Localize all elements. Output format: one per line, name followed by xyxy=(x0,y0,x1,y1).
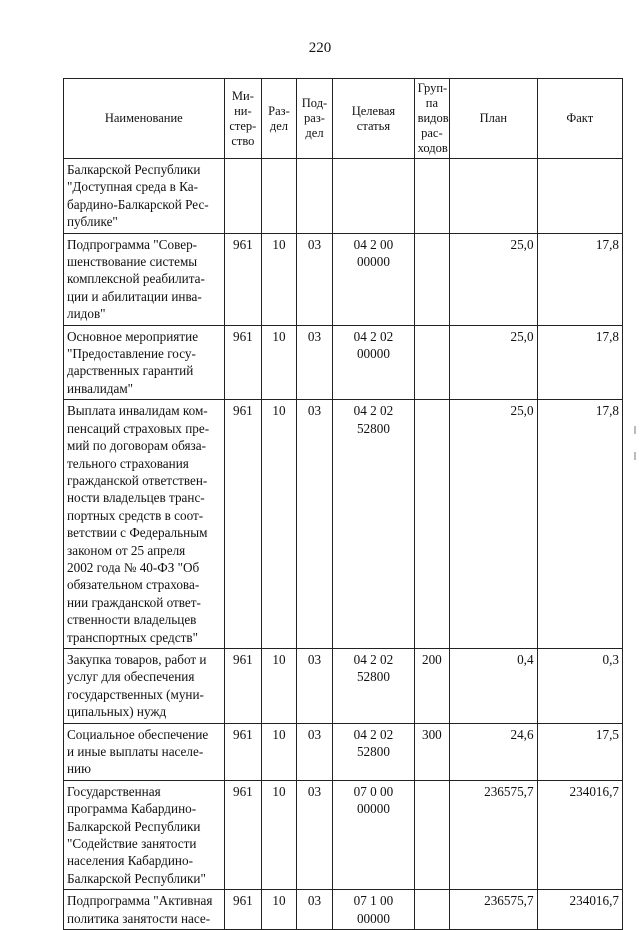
table-row xyxy=(64,400,623,649)
cell-fact: 234016,7 xyxy=(537,780,622,889)
table-row xyxy=(64,325,623,400)
header-fact: Факт xyxy=(537,79,622,159)
cell-group xyxy=(414,159,450,234)
cell-name: Основное мероприятие "Предоставление госу- дарственных гарантий инвалидам" xyxy=(64,325,225,400)
cell-plan: 25,0 xyxy=(450,233,537,325)
cell-target: 07 0 00 00000 xyxy=(333,780,414,889)
budget-table xyxy=(63,78,623,930)
cell-fact: 234016,7 xyxy=(537,890,622,930)
cell-plan xyxy=(450,159,537,234)
cell-subsection: 03 xyxy=(296,400,333,649)
cell-plan: 236575,7 xyxy=(450,780,537,889)
header-target: Целевая статья xyxy=(333,79,414,159)
cell-subsection: 03 xyxy=(296,890,333,930)
header-section: Раз- дел xyxy=(262,79,297,159)
cell-section: 10 xyxy=(262,723,297,780)
table-body xyxy=(64,159,623,930)
cell-name: Выплата инвалидам ком- пенсаций страховых пре- мий по договорам обяза- тельного страхования гражданской ответствен- ности владельцев транс- портных средств в соот- ветствии с Федеральным законом от 25 апреля 2002 года № 40-ФЗ "Об обязательном страхова- нии гражданской ответ- ственности владельцев транспортных средств" xyxy=(64,400,225,649)
cell-target: 04 2 02 52800 xyxy=(333,400,414,649)
table-row xyxy=(64,723,623,780)
scan-mark xyxy=(634,426,636,434)
page-number: 220 xyxy=(308,40,332,56)
cell-name: Закупка товаров, работ и услуг для обеспечения государственных (муни- ципальных) нужд xyxy=(64,648,225,723)
cell-target xyxy=(333,159,414,234)
header-name: Наименование xyxy=(64,79,225,159)
cell-group xyxy=(414,325,450,400)
header-plan: План xyxy=(450,79,537,159)
cell-group: 200 xyxy=(414,648,450,723)
cell-ministry: 961 xyxy=(224,325,262,400)
cell-name: Социальное обеспечение и иные выплаты населе- нию xyxy=(64,723,225,780)
cell-subsection: 03 xyxy=(296,723,333,780)
cell-fact: 17,8 xyxy=(537,325,622,400)
cell-subsection: 03 xyxy=(296,780,333,889)
cell-section: 10 xyxy=(262,648,297,723)
cell-subsection: 03 xyxy=(296,233,333,325)
cell-plan: 25,0 xyxy=(450,325,537,400)
header-row xyxy=(64,79,623,159)
cell-group xyxy=(414,780,450,889)
cell-ministry: 961 xyxy=(224,400,262,649)
header-group: Груп- па видов рас- ходов xyxy=(414,79,450,159)
cell-subsection: 03 xyxy=(296,648,333,723)
table-row xyxy=(64,890,623,930)
cell-subsection: 03 xyxy=(296,325,333,400)
cell-section: 10 xyxy=(262,325,297,400)
cell-section: 10 xyxy=(262,400,297,649)
table-row xyxy=(64,780,623,889)
cell-name: Подпрограмма "Совер- шенствование системы комплексной реабилита- ции и абилитации инва- лидов" xyxy=(64,233,225,325)
header-subsection: Под- раз- дел xyxy=(296,79,333,159)
cell-fact: 17,8 xyxy=(537,400,622,649)
cell-fact: 17,5 xyxy=(537,723,622,780)
cell-target: 07 1 00 00000 xyxy=(333,890,414,930)
cell-plan: 0,4 xyxy=(450,648,537,723)
cell-fact xyxy=(537,159,622,234)
cell-target: 04 2 02 00000 xyxy=(333,325,414,400)
cell-group xyxy=(414,400,450,649)
cell-section: 10 xyxy=(262,890,297,930)
cell-target: 04 2 00 00000 xyxy=(333,233,414,325)
cell-section: 10 xyxy=(262,233,297,325)
cell-section xyxy=(262,159,297,234)
cell-plan: 236575,7 xyxy=(450,890,537,930)
cell-target: 04 2 02 52800 xyxy=(333,723,414,780)
cell-name: Подпрограмма "Активная политика занятости насе- xyxy=(64,890,225,930)
cell-name: Балкарской Республики "Доступная среда в Ка- бардино-Балкарской Рес- публике" xyxy=(64,159,225,234)
table-row xyxy=(64,648,623,723)
cell-fact: 0,3 xyxy=(537,648,622,723)
cell-group xyxy=(414,233,450,325)
cell-ministry: 961 xyxy=(224,723,262,780)
cell-group xyxy=(414,890,450,930)
cell-ministry: 961 xyxy=(224,233,262,325)
table-row xyxy=(64,233,623,325)
cell-ministry: 961 xyxy=(224,890,262,930)
scan-mark xyxy=(634,452,636,460)
cell-name: Государственная программа Кабардино- Балкарской Республики "Содействие занятости населения Кабардино- Балкарской Республики" xyxy=(64,780,225,889)
cell-target: 04 2 02 52800 xyxy=(333,648,414,723)
cell-ministry xyxy=(224,159,262,234)
cell-plan: 25,0 xyxy=(450,400,537,649)
header-ministry: Ми- ни- стер- ство xyxy=(224,79,262,159)
cell-group: 300 xyxy=(414,723,450,780)
cell-section: 10 xyxy=(262,780,297,889)
cell-plan: 24,6 xyxy=(450,723,537,780)
cell-ministry: 961 xyxy=(224,780,262,889)
cell-subsection xyxy=(296,159,333,234)
table-row xyxy=(64,159,623,234)
cell-ministry: 961 xyxy=(224,648,262,723)
cell-fact: 17,8 xyxy=(537,233,622,325)
